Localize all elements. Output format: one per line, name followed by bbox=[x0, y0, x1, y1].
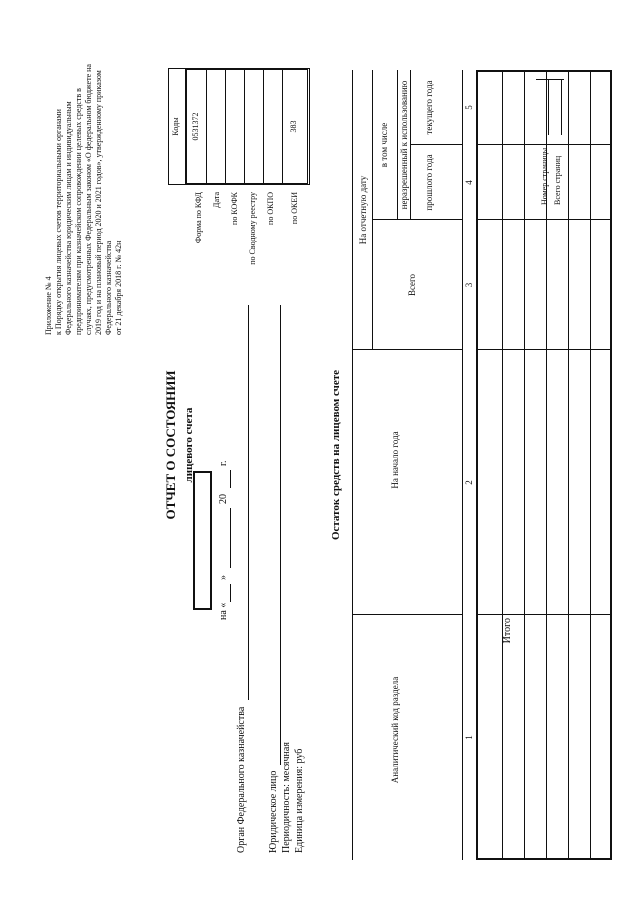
col-num-3: 3 bbox=[464, 282, 474, 288]
col-num-1: 1 bbox=[464, 735, 474, 740]
report-title: ОТЧЕТ О СОСТОЯНИИ bbox=[163, 370, 178, 520]
appendix-title: Приложение № 4 bbox=[44, 276, 53, 335]
appendix-line: предпринимателям при казначейском сопровождении целевых средств в bbox=[74, 88, 83, 335]
table-row bbox=[568, 70, 569, 860]
report-subtitle: лицевого счета bbox=[183, 407, 195, 483]
field-legal: Юридическое лицо bbox=[268, 770, 279, 853]
appendix-line: Федерального казначейства bbox=[104, 240, 113, 335]
date-suffix: г. bbox=[218, 460, 229, 466]
code-label-form: Форма по КФД bbox=[194, 192, 203, 244]
appendix-line: от 21 декабря 2018 г. № 42н bbox=[114, 240, 123, 335]
appendix-block bbox=[44, 25, 124, 335]
date-year: 20 bbox=[218, 494, 229, 504]
date-mid: » bbox=[218, 575, 229, 580]
appendix-line: 2019 год и на плановый период 2020 и 2021 годов», утвержденному приказом bbox=[94, 70, 103, 335]
col-curr-header: текущего года bbox=[424, 80, 434, 135]
col-num-2: 2 bbox=[464, 480, 474, 485]
code-value-form: 0531372 bbox=[191, 112, 200, 141]
page-total-label: Всего страниц bbox=[553, 155, 562, 205]
codes-box bbox=[168, 68, 310, 185]
appendix-line: к Порядку открытия лицевых счетов территориальными органами bbox=[54, 109, 63, 335]
table-row bbox=[502, 70, 503, 860]
col-unallowed-header: неразрешенный к использованию bbox=[399, 80, 409, 210]
date-prefix: на « bbox=[218, 602, 229, 620]
section-title: Остаток средств на лицевом счете bbox=[330, 369, 342, 541]
col-total-header: Всего bbox=[407, 273, 417, 297]
code-label-kofk: по КОФК bbox=[230, 192, 239, 225]
col-start-header: На начало года bbox=[390, 431, 400, 489]
col-report-header: На отчетную дату bbox=[358, 175, 368, 245]
code-label-okei: по ОКЕИ bbox=[290, 192, 299, 225]
table-row bbox=[524, 70, 525, 860]
appendix-line: случаях, предусмотренных Федеральным законом «О федеральном бюджете на bbox=[84, 64, 93, 335]
col-incl-header: в том числе bbox=[379, 122, 389, 168]
col-num-4: 4 bbox=[464, 180, 474, 185]
table-row bbox=[590, 70, 591, 860]
account-number-box bbox=[193, 471, 212, 610]
total-label: Итого bbox=[502, 618, 513, 644]
code-label-okpo: по ОКПО bbox=[266, 192, 275, 225]
appendix-line: Федерального казначейства юридическим лицам и индивидуальным bbox=[64, 101, 73, 335]
field-unit: Единица измерения: руб bbox=[294, 748, 305, 853]
balance-table bbox=[352, 70, 612, 860]
field-period: Периодичность: месячная bbox=[281, 742, 292, 853]
report-date-line bbox=[218, 300, 232, 620]
col-prev-header: прошлого года bbox=[424, 154, 434, 211]
code-value-okei: 383 bbox=[289, 120, 298, 133]
code-label-registry: по Сводному реестру bbox=[248, 192, 257, 265]
code-label-date: Дата bbox=[212, 192, 221, 208]
codes-header: Коды bbox=[171, 117, 180, 136]
page-number-label: Номер страницы bbox=[540, 147, 549, 205]
col-code-header: Аналитический код раздела bbox=[390, 676, 400, 784]
field-organ: Орган Федерального казначейства bbox=[236, 706, 247, 853]
col-num-5: 5 bbox=[464, 105, 474, 110]
